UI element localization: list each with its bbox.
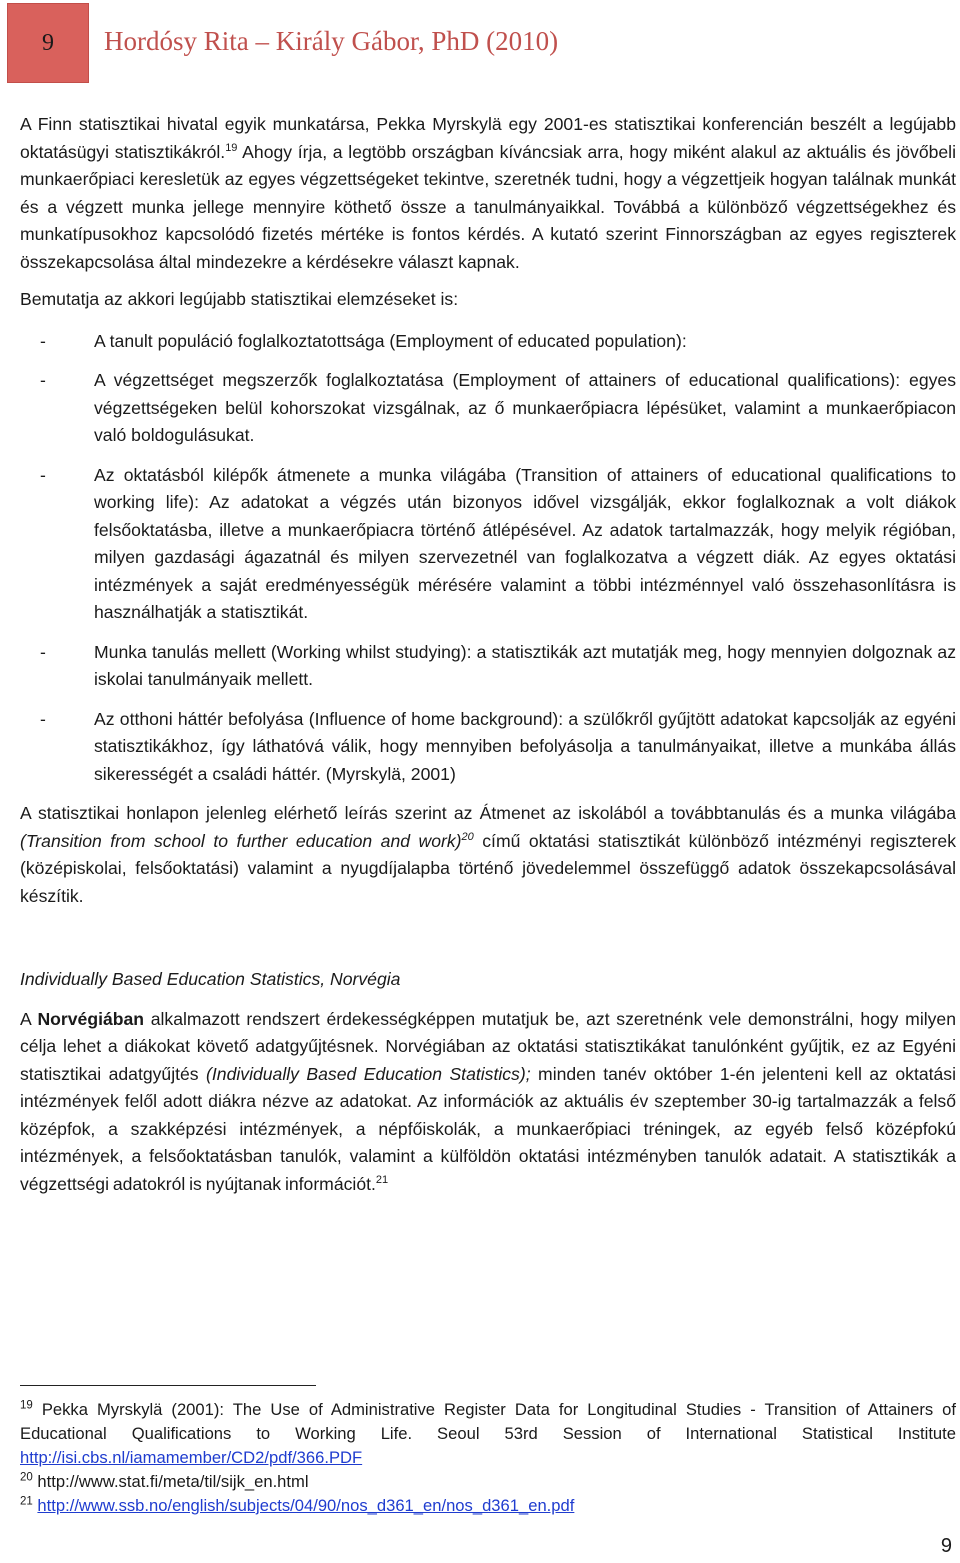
- bullet-text: Munka tanulás mellett (Working whilst studying): a statisztikák azt mutatják meg, hogy mennyien dolgoznak az iskolai tanulmányaik mellett.: [94, 641, 956, 689]
- norway-text-1: A: [20, 1008, 38, 1029]
- footnote-19: [20, 1398, 956, 1470]
- footnote-text: http://www.stat.fi/meta/til/sijk_en.html: [32, 1472, 309, 1491]
- list-item: [20, 639, 956, 694]
- bullet-dash: -: [40, 708, 46, 729]
- bemutatja-paragraph: Bemutatja az akkori legújabb statisztikai elemzéseket is:: [20, 289, 459, 309]
- header-page-number: 9: [42, 29, 54, 56]
- bullet-dash: -: [40, 641, 46, 662]
- footnote-number: 21: [20, 1495, 33, 1508]
- main-content: [20, 111, 956, 1208]
- bullet-text: A tanult populáció foglalkoztatottsága (Employment of educated population):: [94, 330, 687, 351]
- norway-paragraph: [20, 1006, 956, 1199]
- bullet-text: A végzettséget megszerzők foglalkoztatása (Employment of attainers of educational qualifications): egyes végzettségeken belül kohorszokat vizsgálnak, az ő munkaerőpiacra lépésüket, valamint a munkaerőpiacon való boldogulásukat.: [94, 370, 956, 445]
- footnote-text: Pekka Myrskylä (2001): The Use of Administrative Register Data for Longitudinal Studies - Transition of Attainers of Educational Qualifications to Working Life. Seoul 53rd Session of International Statistical Institute: [20, 1400, 956, 1443]
- norway-text-2: alkalmazott rendszert érdekességképpen mutatjuk be, azt szeretnénk vele demonstrálni, hogy milyen célja lehet a diákokat követő adatgyűjtésnek. Norvégiában az oktatási statisztikákat tanulónként gyűjtik, ez az Egyéni statisztikai adatgyűjtés: [20, 1008, 957, 1084]
- bullet-dash: -: [40, 464, 46, 485]
- stat-text-1: A statisztikai honlapon jelenleg elérhető leírás szerint az Átmenet az iskolából a továbbtanulás és a munka világába: [20, 803, 956, 823]
- stat-italic-title: (Transition from school to further education and work): [20, 830, 462, 851]
- norway-bold: Norvégiában: [37, 1008, 145, 1029]
- bullet-dash: -: [40, 330, 46, 351]
- footnote-number: 19: [20, 1399, 33, 1412]
- bullet-dash: -: [40, 370, 46, 390]
- norway-text-3: minden tanév október 1-én jelenteni kell az oktatási intézmények felől adott diákra nézve az adatokat. Az információk az aktuális év szeptember 30-ig tartalmazzák a felső középfok, a szakképzési intézmények, a népfőiskolák, a munkaerőpiaci tréningek, az egyéb felső középfokú intézmények, a felsőoktatásban tanulók, valamint a külföldön oktatási intézményben tanulók adatait. A statisztikák a végzettségi adatokról is nyújtanak információt.: [20, 1063, 957, 1194]
- footnote-20: [20, 1470, 956, 1494]
- footnote-21: [20, 1494, 956, 1518]
- norway-italic: (Individually Based Education Statistics);: [206, 1063, 531, 1084]
- page-number-box: [7, 3, 89, 83]
- footnote-ref-19[interactable]: 19: [225, 141, 238, 154]
- footnotes: [20, 1385, 956, 1518]
- footnote-ref-21[interactable]: 21: [375, 1173, 389, 1186]
- list-item: [20, 367, 956, 450]
- list-item: [20, 706, 956, 789]
- footer-page-number: 9: [940, 1535, 952, 1557]
- stat-text-2: című oktatási statisztikát különböző intézményi regiszterek (középiskolai, felsőoktatási) valamint a nyugdíjalapba történő jövedelemmel összefüggő adatok összekapcsolásával készítik.: [20, 830, 956, 906]
- footnote-separator: [20, 1385, 316, 1386]
- intro-text-1: A Finn statisztikai hivatal egyik munkatársa, Pekka Myrskylä egy 2001-es statisztikai konferencián beszélt a legújabb oktatásügyi statisztikákról.: [20, 114, 956, 162]
- footnote-number: 20: [20, 1471, 33, 1484]
- section-heading: Individually Based Education Statistics, Norvégia: [20, 969, 401, 989]
- bullet-text: Az otthoni háttér befolyása (Influence of home background): a szülőkről gyűjtött adatokat kapcsolják az egyéni statisztikákhoz, így láthatóvá válik, hogy mennyiben befolyásolja a tanulmányaikat, illetve a munkába állás sikerességét a családi háttér. (Myrskylä, 2001): [94, 708, 956, 784]
- bullet-text: Az oktatásból kilépők átmenete a munka világába (Transition of attainers of educational qualifications to working life): Az adatokat a végzés után bizonyos idővel vizsgálják, ekkor foglalkoznak a volt diákok felsőoktatásba, illetve a munkaerőpiacra történő átlépésével. Az adatok tartalmazzák, hogy melyik régióban, milyen gazdasági ágazatnál és milyen szervezetnél van foglalkozatva a végzett diák. Az egyes oktatási intézmények a saját eredményességük mérésére valamint a többi intézménnyel való összehasonlításra is használhatják a statisztikát.: [94, 464, 956, 622]
- intro-text-2: Ahogy írja, a legtöbb országban kíváncsiak arra, hogy miként alakul az aktuális és jövőbeli munkaerőpiaci keresletük az egyes végzettségeket tekintve, szeretnék tudni, hogy a végzettjeik hogyan találnak munkát és a végzett munka jellege mennyire köthető össze a tanulmányaikkal. Továbbá a különböző végzettségekhez és munkatípusokhoz kapcsolódó fizetés mértéke is fontos kérdés. A kutató szerint Finnországban az egyes regiszterek összekapcsolása által mindezekre a kérdésekre választ kapnak.: [20, 141, 956, 272]
- list-item: [20, 462, 956, 627]
- footnote-link[interactable]: http://isi.cbs.nl/iamamember/CD2/pdf/366.PDF: [20, 1448, 363, 1467]
- stat-paragraph: [20, 800, 956, 910]
- running-head: Hordósy Rita – Király Gábor, PhD (2010): [104, 26, 559, 56]
- page-header: [0, 0, 960, 84]
- footnote-ref-20[interactable]: 20: [461, 830, 474, 843]
- footnote-link[interactable]: http://www.ssb.no/english/subjects/04/90/nos_d361_en/nos_d361_en.pdf: [37, 1496, 575, 1515]
- intro-paragraph: [20, 111, 956, 276]
- list-item: [20, 328, 956, 356]
